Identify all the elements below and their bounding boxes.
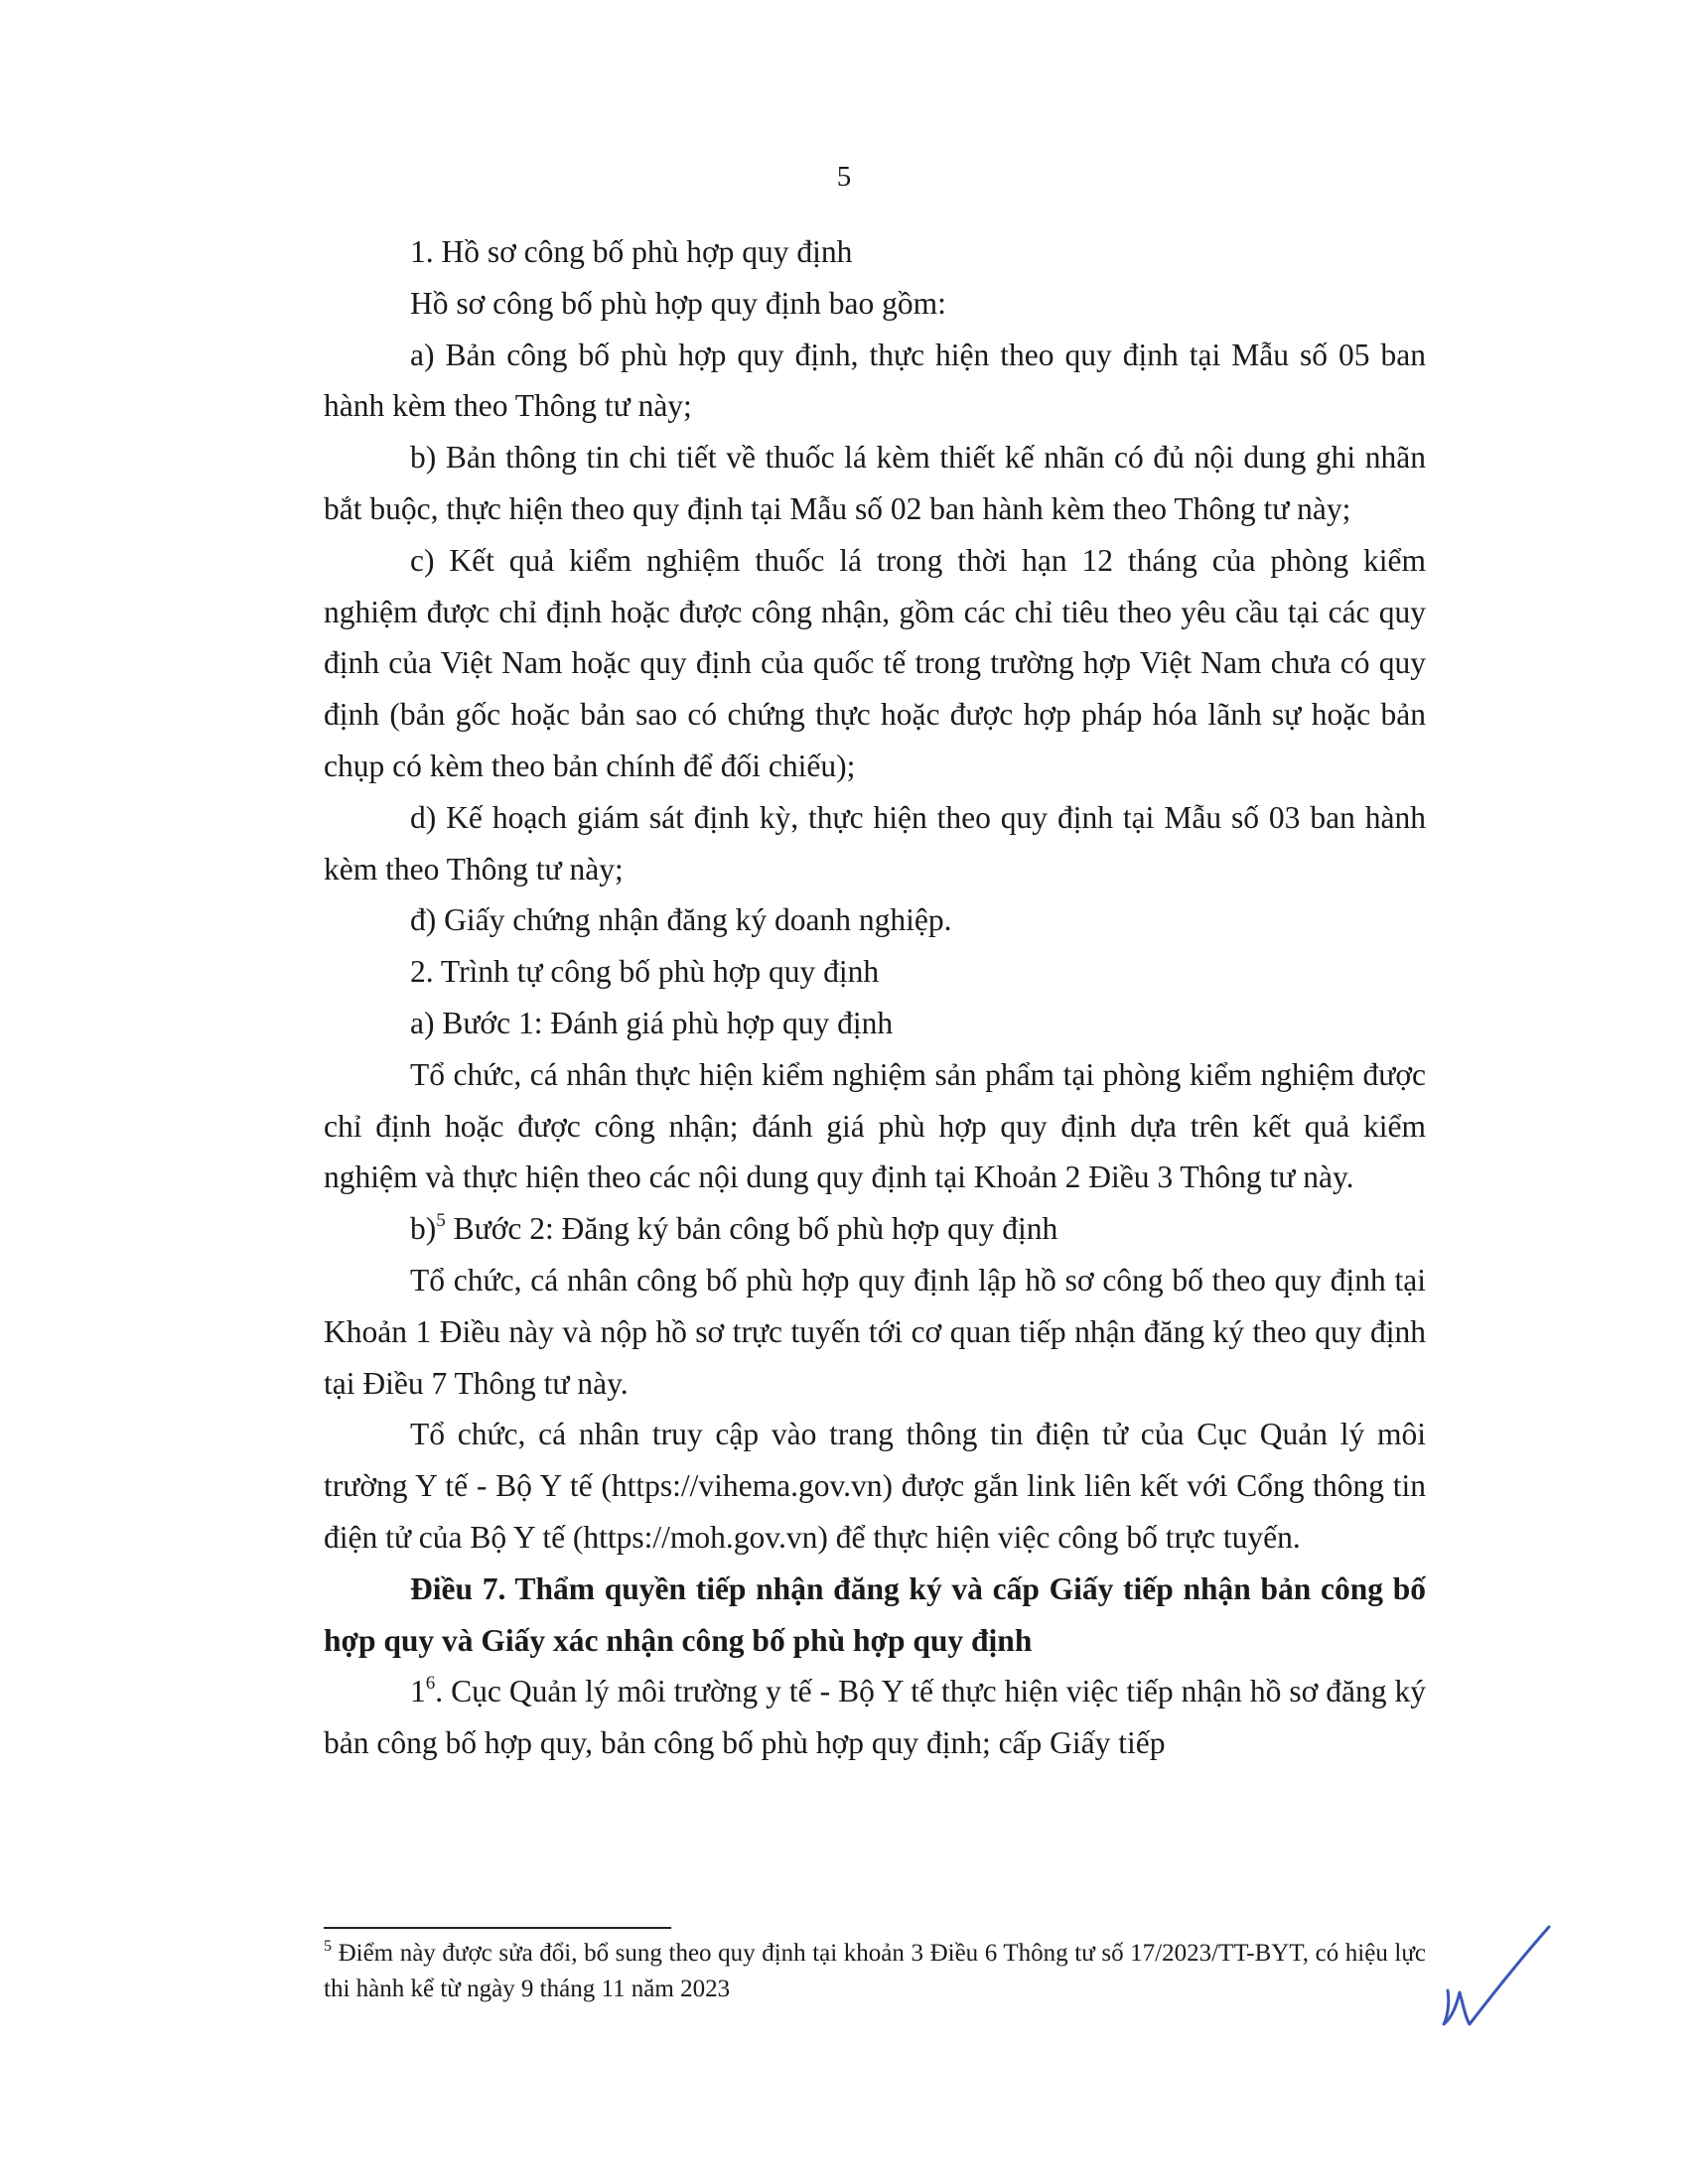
paragraph-text: Bước 2: Đăng ký bản công bố phù hợp quy định (445, 1211, 1058, 1247)
paragraph-lead: b) (410, 1211, 437, 1247)
paragraph-lead: 1 (410, 1674, 426, 1709)
paragraph: c) Kết quả kiểm nghiệm thuốc lá trong thời hạn 12 tháng của phòng kiểm nghiệm được chỉ định hoặc được công nhận, gồm các chỉ tiêu theo yêu cầu tại các quy định của Việt Nam hoặc quy định của quốc tế trong trường hợp Việt Nam chưa có quy định (bản gốc hoặc bản sao có chứng thực hoặc được hợp pháp hóa lãnh sự hoặc bản chụp có kèm theo bản chính để đối chiếu); (324, 542, 1426, 783)
body-text (324, 226, 1426, 1769)
paragraph: 1. Hồ sơ công bố phù hợp quy định (410, 234, 853, 269)
footnote-divider (324, 1927, 671, 1929)
paragraph-with-footnote-ref (324, 1203, 1426, 1255)
footnote (324, 1936, 1426, 2007)
paragraph: 2. Trình tự công bố phù hợp quy định (410, 954, 880, 990)
footnote-text: Điểm này được sửa đổi, bổ sung theo quy định tại khoản 3 Điều 6 Thông tư số 17/2023/TT-BYT, có hiệu lực thi hành kể từ ngày 9 tháng 11 năm 2023 (324, 1940, 1426, 2002)
signature-stroke (1444, 1927, 1549, 2024)
paragraph: Tổ chức, cá nhân truy cập vào trang thông tin điện tử của Cục Quản lý môi trường Y tế - Bộ Y tế (https://vihema.gov.vn) được gắn link liên kết với Cổng thông tin điện tử của Bộ Y tế (https://moh.gov.vn) để thực hiện việc công bố trực tuyến. (324, 1417, 1426, 1555)
paragraph: a) Bản công bố phù hợp quy định, thực hiện theo quy định tại Mẫu số 05 ban hành kèm theo Thông tư này; (324, 337, 1426, 424)
paragraph: Tổ chức, cá nhân thực hiện kiểm nghiệm sản phẩm tại phòng kiểm nghiệm được chỉ định hoặc được công nhận; đánh giá phù hợp quy định dựa trên kết quả kiểm nghiệm và thực hiện theo các nội dung quy định tại Khoản 2 Điều 3 Thông tư này. (324, 1056, 1426, 1195)
footnote-number: 5 (324, 1937, 332, 1955)
paragraph-text: . Cục Quản lý môi trường y tế - Bộ Y tế thực hiện việc tiếp nhận hồ sơ đăng ký bản công bố hợp quy, bản công bố phù hợp quy định; cấp Giấy tiếp (324, 1674, 1426, 1761)
page-number: 5 (836, 161, 852, 193)
paragraph: d) Kế hoạch giám sát định kỳ, thực hiện theo quy định tại Mẫu số 03 ban hành kèm theo Thông tư này; (324, 799, 1426, 887)
paragraph: Hồ sơ công bố phù hợp quy định bao gồm: (410, 285, 946, 321)
paragraph: Tổ chức, cá nhân công bố phù hợp quy định lập hồ sơ công bố theo quy định tại Khoản 1 Điều này và nộp hồ sơ trực tuyến tới cơ quan tiếp nhận đăng ký theo quy định tại Điều 7 Thông tư này. (324, 1262, 1426, 1401)
paragraph: b) Bản thông tin chi tiết về thuốc lá kèm thiết kế nhãn có đủ nội dung ghi nhãn bắt buộc, thực hiện theo quy định tại Mẫu số 02 ban hành kèm theo Thông tư này; (324, 440, 1426, 526)
paragraph: a) Bước 1: Đánh giá phù hợp quy định (410, 1005, 894, 1040)
paragraph: đ) Giấy chứng nhận đăng ký doanh nghiệp. (410, 902, 952, 938)
article-heading: Điều 7. Thẩm quyền tiếp nhận đăng ký và cấp Giấy tiếp nhận bản công bố hợp quy và Giấy xác nhận công bố phù hợp quy định (324, 1570, 1426, 1658)
handwritten-initial (1430, 1921, 1559, 2030)
footnote-ref: 6 (425, 1672, 436, 1694)
footnote-ref: 5 (436, 1209, 446, 1231)
paragraph-with-footnote-ref (324, 1666, 1426, 1769)
